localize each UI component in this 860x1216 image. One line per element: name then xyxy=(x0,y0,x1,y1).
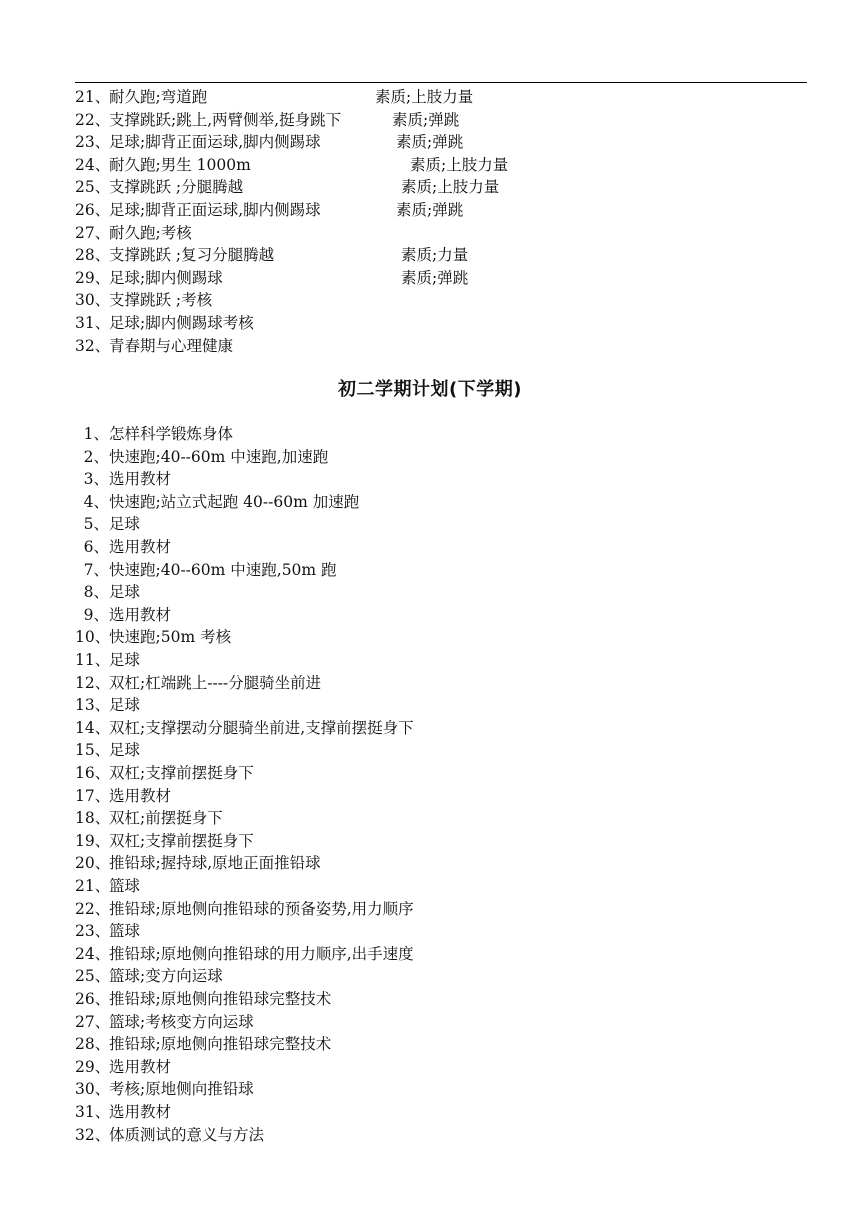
item-qualities: 素质;弹跳 xyxy=(401,268,469,287)
item-number: 30、 xyxy=(75,1080,111,1099)
item-text: 推铅球;握持球,原地正面推铅球 xyxy=(109,854,321,873)
item-qualities: 素质;弹跳 xyxy=(396,133,464,152)
item-text: 足球 xyxy=(109,741,141,760)
list-item xyxy=(75,289,212,311)
item-text: 足球 xyxy=(109,651,141,669)
item-qualities: 素质;弹跳 xyxy=(392,110,460,129)
item-text: 考核;原地侧向推铅球 xyxy=(109,1080,254,1099)
list-item xyxy=(75,335,233,357)
item-text: 体质测试的意义与方法 xyxy=(109,1125,265,1144)
item-text: 推铅球;原地侧向推铅球的预备姿势,用力顺序 xyxy=(109,899,414,918)
item-text: 推铅球;原地侧向推铅球完整技术 xyxy=(109,990,332,1008)
item-number: 26、 xyxy=(75,201,111,219)
item-text: 选用教材 xyxy=(109,470,172,489)
item-number: 24、 xyxy=(75,944,111,963)
item-number: 14、 xyxy=(75,718,111,737)
item-text: 快速跑;50m 考核 xyxy=(109,628,232,647)
list-item xyxy=(75,920,140,942)
list-item xyxy=(75,649,140,671)
item-text: 足球 xyxy=(109,583,141,602)
item-number: 2、 xyxy=(83,447,109,466)
item-text: 怎样科学锻炼身体 xyxy=(109,425,234,443)
item-number: 25、 xyxy=(75,967,111,986)
item-number: 21、 xyxy=(75,877,111,895)
list-item xyxy=(75,581,140,603)
list-item xyxy=(75,604,171,626)
item-number: 16、 xyxy=(75,764,111,782)
item-number: 25、 xyxy=(75,178,111,197)
list-item xyxy=(75,694,140,716)
item-text: 足球;脚背正面运球,脚内侧踢球 xyxy=(109,201,321,219)
list-item xyxy=(75,109,460,131)
list-item xyxy=(75,672,321,694)
item-number: 28、 xyxy=(75,1035,111,1054)
item-number: 3、 xyxy=(83,470,109,489)
list-item xyxy=(75,1033,331,1055)
item-qualities: 素质;弹跳 xyxy=(396,201,464,219)
item-text: 足球 xyxy=(109,515,141,534)
item-number: 31、 xyxy=(75,1103,111,1121)
item-text: 快速跑;站立式起跑 40--60m 加速跑 xyxy=(109,492,360,511)
item-number: 22、 xyxy=(75,899,111,918)
item-number: 11、 xyxy=(75,651,111,669)
item-number: 26、 xyxy=(75,990,111,1008)
item-number: 24、 xyxy=(75,155,111,174)
list-item xyxy=(75,267,469,289)
item-number: 5、 xyxy=(83,515,109,534)
item-text: 支撑跳跃 ;复习分腿腾越 xyxy=(109,246,275,265)
item-text: 双杠;杠端跳上----分腿骑坐前进 xyxy=(109,673,322,692)
item-number: 19、 xyxy=(75,831,111,850)
item-number: 29、 xyxy=(75,268,111,287)
item-text: 推铅球;原地侧向推铅球完整技术 xyxy=(109,1035,332,1054)
list-item xyxy=(75,199,464,221)
item-number: 27、 xyxy=(75,1012,111,1031)
item-number: 10、 xyxy=(75,628,111,647)
list-item xyxy=(75,1011,254,1033)
list-item xyxy=(75,468,171,490)
item-number: 15、 xyxy=(75,741,111,760)
item-number: 21、 xyxy=(75,88,111,106)
item-number: 6、 xyxy=(83,538,109,556)
item-text: 足球;脚内侧踢球考核 xyxy=(109,314,254,332)
item-text: 足球 xyxy=(109,696,141,715)
list-item xyxy=(75,1101,171,1123)
list-item xyxy=(75,875,140,897)
item-number: 22、 xyxy=(75,110,111,129)
section-heading: 初二学期计划(下学期) xyxy=(338,379,522,400)
item-text: 耐久跑;弯道跑 xyxy=(109,88,208,106)
list-item xyxy=(75,423,233,445)
item-text: 耐久跑;男生 1000m xyxy=(109,155,251,174)
list-item xyxy=(75,491,359,513)
list-item xyxy=(75,988,331,1010)
item-number: 18、 xyxy=(75,809,111,828)
item-text: 篮球;变方向运球 xyxy=(109,967,223,986)
item-number: 4、 xyxy=(83,492,109,511)
list-item xyxy=(75,626,231,648)
list-item xyxy=(75,943,414,965)
item-number: 12、 xyxy=(75,673,111,692)
list-item xyxy=(75,559,337,581)
list-item xyxy=(75,785,171,807)
item-number: 17、 xyxy=(75,786,111,805)
list-item xyxy=(75,1078,254,1100)
item-text: 双杠;支撑前摆挺身下 xyxy=(109,831,254,850)
list-item xyxy=(75,154,509,176)
item-number: 8、 xyxy=(83,583,109,602)
list-item xyxy=(75,717,414,739)
list-item xyxy=(75,222,192,244)
item-text: 篮球 xyxy=(109,877,141,895)
list-item xyxy=(75,1056,171,1078)
item-qualities: 素质;力量 xyxy=(401,246,469,265)
item-text: 耐久跑;考核 xyxy=(109,223,192,242)
list-item xyxy=(75,898,414,920)
list-item xyxy=(75,446,328,468)
item-number: 30、 xyxy=(75,291,111,310)
item-text: 快速跑;40--60m 中速跑,50m 跑 xyxy=(109,560,337,579)
item-text: 足球;脚内侧踢球 xyxy=(109,268,223,287)
list-item xyxy=(75,1124,264,1146)
item-text: 选用教材 xyxy=(109,605,172,624)
item-text: 双杠;支撑摆动分腿骑坐前进,支撑前摆挺身下 xyxy=(109,718,414,737)
item-text: 选用教材 xyxy=(109,1057,172,1076)
item-number: 31、 xyxy=(75,314,111,332)
item-text: 篮球;考核变方向运球 xyxy=(109,1012,254,1031)
list-item xyxy=(75,739,140,761)
list-item xyxy=(75,86,474,108)
item-text: 双杠;支撑前摆挺身下 xyxy=(109,764,254,782)
item-number: 9、 xyxy=(83,605,109,624)
list-item xyxy=(75,852,321,874)
item-text: 支撑跳跃 ;考核 xyxy=(109,291,213,310)
item-text: 选用教材 xyxy=(109,1103,172,1121)
list-item xyxy=(75,312,254,334)
item-number: 20、 xyxy=(75,854,111,873)
item-number: 23、 xyxy=(75,133,111,152)
list-item xyxy=(75,536,171,558)
item-number: 32、 xyxy=(75,336,111,355)
header-rule xyxy=(75,82,807,83)
item-text: 支撑跳跃 ;分腿腾越 xyxy=(109,178,244,197)
list-item xyxy=(75,513,140,535)
list-item xyxy=(75,830,254,852)
item-text: 篮球 xyxy=(109,922,141,941)
list-item xyxy=(75,807,223,829)
item-number: 13、 xyxy=(75,696,111,715)
item-qualities: 素质;上肢力量 xyxy=(401,178,500,197)
list-item xyxy=(75,965,223,987)
item-qualities: 素质;上肢力量 xyxy=(410,155,509,174)
item-text: 支撑跳跃;跳上,两臂侧举,挺身跳下 xyxy=(109,110,342,129)
item-text: 选用教材 xyxy=(109,538,172,556)
item-number: 7、 xyxy=(83,560,109,579)
item-number: 28、 xyxy=(75,246,111,265)
item-number: 32、 xyxy=(75,1125,111,1144)
list-item xyxy=(75,244,469,266)
item-text: 选用教材 xyxy=(109,786,172,805)
list-item xyxy=(75,131,464,153)
item-text: 推铅球;原地侧向推铅球的用力顺序,出手速度 xyxy=(109,944,414,963)
list-item xyxy=(75,762,254,784)
item-number: 29、 xyxy=(75,1057,111,1076)
item-text: 双杠;前摆挺身下 xyxy=(109,809,223,828)
item-text: 快速跑;40--60m 中速跑,加速跑 xyxy=(109,447,329,466)
item-text: 足球;脚背正面运球,脚内侧踢球 xyxy=(109,133,321,152)
list-item xyxy=(75,176,500,198)
item-number: 1、 xyxy=(83,425,109,443)
item-number: 23、 xyxy=(75,922,111,941)
item-qualities: 素质;上肢力量 xyxy=(375,88,474,106)
item-text: 青春期与心理健康 xyxy=(109,336,234,355)
item-number: 27、 xyxy=(75,223,111,242)
